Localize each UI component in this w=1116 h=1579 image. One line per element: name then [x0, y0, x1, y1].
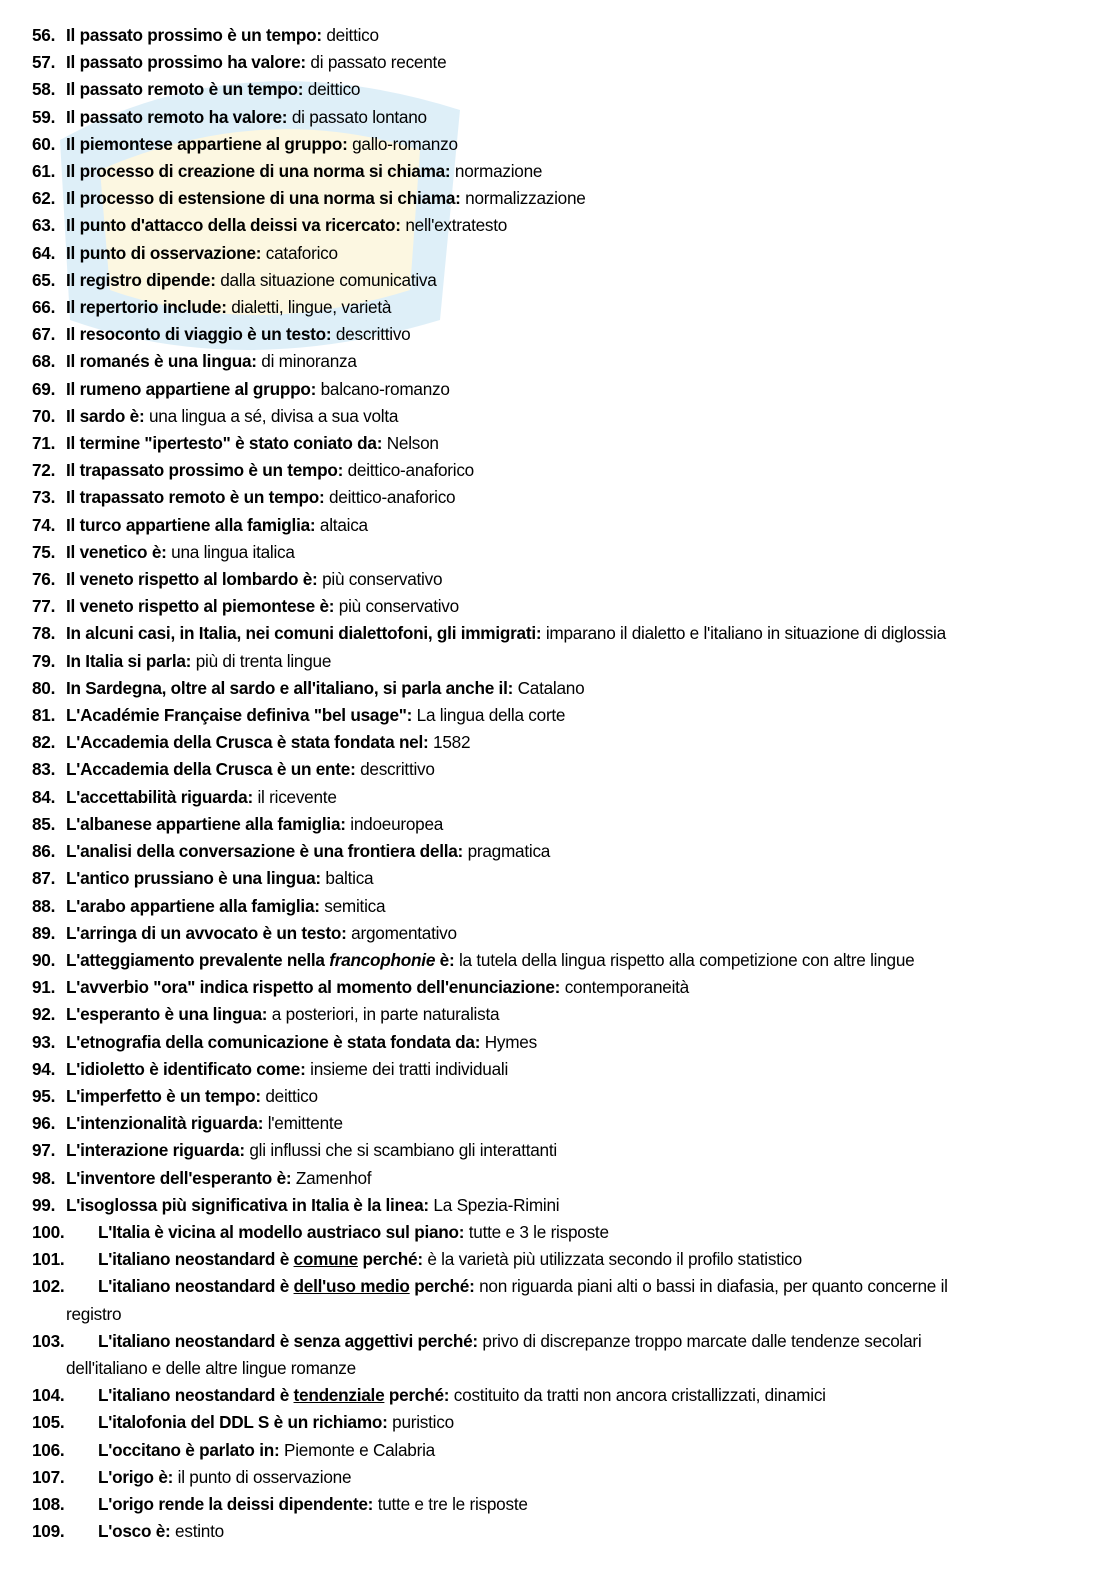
list-item	[32, 131, 1088, 158]
item-number: 105.	[32, 1412, 65, 1433]
question-text: L'inventore dell'esperanto è:	[66, 1167, 292, 1188]
question-text: Il processo di estensione di una norma si chiama:	[66, 188, 461, 209]
list-item	[32, 593, 1088, 620]
list-item	[32, 1137, 1088, 1164]
item-number: 106.	[32, 1439, 65, 1460]
answer-text: costituito da tratti non ancora cristallizzati, dinamici	[453, 1385, 826, 1406]
question-text: Il processo di creazione di una norma si chiama:	[66, 161, 451, 182]
item-number: 102.	[32, 1276, 65, 1297]
item-number: 89.	[32, 922, 56, 943]
question-text-part: L'italiano neostandard è	[98, 1249, 294, 1270]
question-text: Il passato remoto è un tempo:	[66, 79, 304, 100]
question-text: L'origo è:	[98, 1466, 174, 1487]
list-item	[32, 675, 1088, 702]
list-item	[32, 403, 1088, 430]
question-text: Il piemontese appartiene al gruppo:	[66, 133, 348, 154]
question-text: L'idioletto è identificato come:	[66, 1058, 306, 1079]
question-text-part: perché:	[409, 1276, 475, 1297]
list-item	[32, 1409, 1088, 1436]
list-item	[32, 1328, 1088, 1355]
question-text	[66, 950, 454, 970]
item-number: 90.	[32, 949, 56, 970]
answer-text: normazione	[454, 161, 543, 182]
answer-text: il punto di osservazione	[177, 1466, 352, 1487]
answer-text: puristico	[392, 1412, 454, 1433]
answer-text: descrittivo	[335, 324, 411, 345]
answer-text: il ricevente	[257, 786, 337, 807]
list-item	[32, 185, 1088, 212]
list-item	[32, 484, 1088, 511]
answer-text: indoeuropea	[350, 813, 444, 834]
question-text: In alcuni casi, in Italia, nei comuni dialettofoni, gli immigrati:	[66, 623, 542, 644]
item-number: 68.	[32, 351, 56, 372]
item-number: 71.	[32, 433, 56, 454]
answer-text: balcano-romanzo	[320, 378, 450, 399]
item-number: 93.	[32, 1031, 56, 1052]
answer-text: privo di discrepanze troppo marcate dalle tendenze secolari	[482, 1330, 922, 1351]
item-number: 100.	[32, 1221, 65, 1242]
item-number: 79.	[32, 650, 56, 671]
answer-text: altaica	[319, 514, 368, 535]
question-emphasis: tendenziale	[293, 1385, 385, 1406]
list-item	[32, 620, 1088, 647]
list-item	[32, 756, 1088, 783]
item-number: 67.	[32, 324, 56, 345]
item-number: 69.	[32, 378, 56, 399]
answer-text: cataforico	[265, 242, 338, 263]
item-number: 94.	[32, 1058, 56, 1079]
question-answer-list	[32, 22, 1088, 1545]
item-number: 64.	[32, 242, 56, 263]
item-number: 78.	[32, 623, 56, 644]
item-number: 75.	[32, 541, 56, 562]
question-text: Il sardo è:	[66, 405, 145, 426]
item-number: 85.	[32, 813, 56, 834]
item-number: 77.	[32, 596, 56, 617]
item-number: 92.	[32, 1004, 56, 1025]
answer-text: deittico-anaforico	[347, 460, 474, 481]
answer-text: Zamenhof	[295, 1167, 372, 1188]
question-text	[98, 1276, 475, 1296]
list-item	[32, 893, 1088, 920]
question-text: Il turco appartiene alla famiglia:	[66, 514, 316, 535]
list-item	[32, 1001, 1088, 1028]
answer-text: più conservativo	[338, 596, 459, 617]
list-item	[32, 974, 1088, 1001]
question-text: L'intenzionalità riguarda:	[66, 1113, 264, 1134]
list-item	[32, 947, 1088, 974]
answer-text: Hymes	[484, 1031, 537, 1052]
list-item	[32, 376, 1088, 403]
list-item	[32, 1464, 1088, 1491]
question-text: L'imperfetto è un tempo:	[66, 1085, 261, 1106]
answer-text: di passato lontano	[291, 106, 427, 127]
question-text: Il repertorio include:	[66, 297, 227, 318]
question-text: Il passato remoto ha valore:	[66, 106, 288, 127]
list-item	[32, 76, 1088, 103]
answer-text: Nelson	[386, 433, 439, 454]
question-text: L'arringa di un avvocato è un testo:	[66, 922, 347, 943]
answer-text: dalla situazione comunicativa	[220, 269, 437, 290]
item-number: 108.	[32, 1493, 65, 1514]
answer-text: argomentativo	[351, 922, 457, 943]
question-text: L'etnografia della comunicazione è stata fondata da:	[66, 1031, 481, 1052]
question-text: Il rumeno appartiene al gruppo:	[66, 378, 317, 399]
question-text: Il registro dipende:	[66, 269, 216, 290]
question-text-part: L'italiano neostandard è	[98, 1385, 294, 1406]
item-number: 97.	[32, 1140, 56, 1161]
answer-text: è la varietà più utilizzata secondo il profilo statistico	[427, 1249, 802, 1270]
item-number: 62.	[32, 188, 56, 209]
question-text: Il venetico è:	[66, 541, 167, 562]
answer-text: Piemonte e Calabria	[283, 1439, 435, 1460]
answer-text: a posteriori, in parte naturalista	[271, 1004, 500, 1025]
question-text: L'arabo appartiene alla famiglia:	[66, 895, 320, 916]
question-text: L'isoglossa più significativa in Italia è la linea:	[66, 1194, 429, 1215]
item-number: 91.	[32, 977, 56, 998]
item-number: 103.	[32, 1330, 65, 1351]
question-text: L'interazione riguarda:	[66, 1140, 245, 1161]
answer-text: più di trenta lingue	[195, 650, 332, 671]
item-number: 63.	[32, 215, 56, 236]
list-item	[32, 1491, 1088, 1518]
list-item	[32, 321, 1088, 348]
list-item	[32, 1110, 1088, 1137]
question-text	[98, 1385, 449, 1405]
answer-text: la tutela della lingua rispetto alla competizione con altre lingue	[458, 949, 915, 970]
question-text: L'esperanto è una lingua:	[66, 1004, 268, 1025]
item-number: 72.	[32, 460, 56, 481]
list-item	[32, 702, 1088, 729]
item-number: 76.	[32, 569, 56, 590]
item-number: 83.	[32, 759, 56, 780]
item-number: 70.	[32, 405, 56, 426]
answer-text: tutte e tre le risposte	[377, 1493, 528, 1514]
item-number: 95.	[32, 1085, 56, 1106]
item-number: 65.	[32, 269, 56, 290]
question-text: L'italiano neostandard è senza aggettivi perché:	[98, 1330, 478, 1351]
answer-text: deittico	[307, 79, 361, 100]
list-item	[32, 1518, 1088, 1545]
question-text: L'analisi della conversazione è una frontiera della:	[66, 841, 464, 862]
list-item	[32, 1246, 1088, 1273]
question-text: L'Accademia della Crusca è un ente:	[66, 759, 356, 780]
question-text-part: L'italiano neostandard è	[98, 1276, 294, 1297]
question-text: Il veneto rispetto al lombardo è:	[66, 569, 318, 590]
item-number: 80.	[32, 677, 56, 698]
question-text: L'albanese appartiene alla famiglia:	[66, 813, 346, 834]
item-number: 107.	[32, 1466, 65, 1487]
question-text-part: perché:	[357, 1249, 423, 1270]
answer-text: 1582	[433, 732, 471, 753]
answer-text: una lingua a sé, divisa a sua volta	[148, 405, 399, 426]
list-item	[32, 294, 1088, 321]
question-emphasis: dell'uso medio	[293, 1276, 410, 1297]
question-text: L'antico prussiano è una lingua:	[66, 868, 321, 889]
list-item	[32, 865, 1088, 892]
item-number: 104.	[32, 1385, 65, 1406]
item-number: 96.	[32, 1113, 56, 1134]
item-number: 82.	[32, 732, 56, 753]
question-text: Il romanés è una lingua:	[66, 351, 257, 372]
answer-text: l'emittente	[267, 1113, 343, 1134]
item-number: 101.	[32, 1249, 65, 1270]
question-text	[98, 1249, 423, 1269]
list-item	[32, 1056, 1088, 1083]
list-item	[32, 811, 1088, 838]
answer-text: deittico	[326, 25, 379, 45]
list-item	[32, 920, 1088, 947]
list-item	[32, 49, 1088, 76]
question-text: L'Italia è vicina al modello austriaco sul piano:	[98, 1221, 465, 1242]
answer-text: contemporaneità	[564, 977, 689, 998]
item-number: 81.	[32, 705, 56, 726]
list-item	[32, 1437, 1088, 1464]
answer-text: normalizzazione	[465, 188, 586, 209]
list-item	[32, 158, 1088, 185]
item-number: 84.	[32, 786, 56, 807]
list-item	[32, 1165, 1088, 1192]
question-text: L'osco è:	[98, 1521, 171, 1542]
answer-text: una lingua italica	[171, 541, 295, 562]
question-text: L'Accademia della Crusca è stata fondata nel:	[66, 732, 429, 753]
question-text: L'occitano è parlato in:	[98, 1439, 280, 1460]
list-item	[32, 784, 1088, 811]
list-item	[32, 1029, 1088, 1056]
question-text: L'avverbio "ora" indica rispetto al momento dell'enunciazione:	[66, 977, 561, 998]
answer-text: estinto	[175, 1521, 224, 1542]
answer-text: imparano il dialetto e l'italiano in situazione di diglossia	[545, 623, 946, 644]
list-item	[32, 457, 1088, 484]
answer-text: di passato recente	[310, 52, 447, 73]
item-number: 61.	[32, 161, 56, 182]
answer-text: tutte e 3 le risposte	[468, 1221, 609, 1242]
item-number: 98.	[32, 1167, 56, 1188]
answer-text: più conservativo	[322, 569, 443, 590]
question-text: Il punto di osservazione:	[66, 242, 262, 263]
answer-text: La lingua della corte	[416, 705, 566, 726]
list-item	[32, 566, 1088, 593]
list-item	[32, 1382, 1088, 1409]
question-text: L'accettabilità riguarda:	[66, 786, 253, 807]
item-number: 66.	[32, 297, 56, 318]
item-number: 86.	[32, 841, 56, 862]
item-number: 109.	[32, 1521, 65, 1542]
item-number: 88.	[32, 895, 56, 916]
list-item	[32, 104, 1088, 131]
item-number: 60.	[32, 133, 56, 154]
list-item	[32, 1219, 1088, 1246]
question-text: Il termine "ipertesto" è stato coniato da:	[66, 433, 383, 454]
item-number: 59.	[32, 106, 56, 127]
question-text: L'Académie Française definiva "bel usage":	[66, 705, 413, 726]
list-item	[32, 240, 1088, 267]
answer-continuation: dell'italiano e delle altre lingue romanze	[66, 1357, 356, 1378]
question-emphasis: francophonie	[329, 949, 436, 970]
list-item	[32, 22, 1088, 49]
answer-text: descrittivo	[360, 759, 435, 780]
question-text: Il trapassato prossimo è un tempo:	[66, 460, 344, 481]
question-text: In Sardegna, oltre al sardo e all'italiano, si parla anche il:	[66, 677, 514, 698]
answer-text: nell'extratesto	[405, 215, 508, 236]
list-item	[32, 1192, 1088, 1219]
question-text: L'italofonia del DDL S è un richiamo:	[98, 1412, 388, 1433]
answer-continuation: registro	[66, 1303, 122, 1324]
question-text: Il veneto rispetto al piemontese è:	[66, 596, 335, 617]
question-text: Il punto d'attacco della deissi va ricercato:	[66, 215, 401, 236]
list-item	[32, 267, 1088, 294]
item-number: 73.	[32, 487, 56, 508]
list-item	[32, 348, 1088, 375]
answer-text: gli influssi che si scambiano gli interattanti	[249, 1140, 557, 1161]
answer-text: pragmatica	[467, 841, 551, 862]
item-number: 99.	[32, 1194, 56, 1215]
question-text-part: L'atteggiamento prevalente nella	[66, 949, 330, 970]
question-text: Il resoconto di viaggio è un testo:	[66, 324, 332, 345]
answer-text: baltica	[325, 868, 374, 889]
question-emphasis: comune	[293, 1249, 358, 1270]
question-text-part: perché:	[384, 1385, 450, 1406]
question-text: In Italia si parla:	[66, 650, 192, 671]
list-item	[32, 539, 1088, 566]
question-text: L'origo rende la deissi dipendente:	[98, 1493, 374, 1514]
item-number: 57.	[32, 52, 56, 73]
answer-text: gallo-romanzo	[352, 133, 458, 154]
list-item	[32, 1273, 1088, 1300]
list-item	[32, 838, 1088, 865]
list-item	[32, 212, 1088, 239]
question-text: Il passato prossimo è un tempo:	[66, 25, 322, 45]
question-text-part: è:	[435, 949, 455, 970]
item-number: 74.	[32, 514, 56, 535]
list-item	[32, 430, 1088, 457]
answer-text: Catalano	[517, 677, 585, 698]
list-item	[32, 648, 1088, 675]
list-item	[32, 1083, 1088, 1110]
list-item	[32, 512, 1088, 539]
answer-text: di minoranza	[261, 351, 357, 372]
list-item	[32, 729, 1088, 756]
item-number: 58.	[32, 79, 56, 100]
answer-text: deittico	[265, 1085, 318, 1106]
answer-text: dialetti, lingue, varietà	[231, 297, 392, 318]
question-text: Il trapassato remoto è un tempo:	[66, 487, 325, 508]
answer-text: non riguarda piani alti o bassi in diafasia, per quanto concerne il	[479, 1276, 948, 1297]
answer-text: insieme dei tratti individuali	[310, 1058, 509, 1079]
question-text: Il passato prossimo ha valore:	[66, 52, 306, 73]
answer-text: La Spezia-Rimini	[433, 1194, 560, 1215]
answer-text: semitica	[324, 895, 386, 916]
item-number: 87.	[32, 868, 56, 889]
item-number: 56.	[32, 25, 56, 45]
answer-text: deittico-anaforico	[328, 487, 456, 508]
